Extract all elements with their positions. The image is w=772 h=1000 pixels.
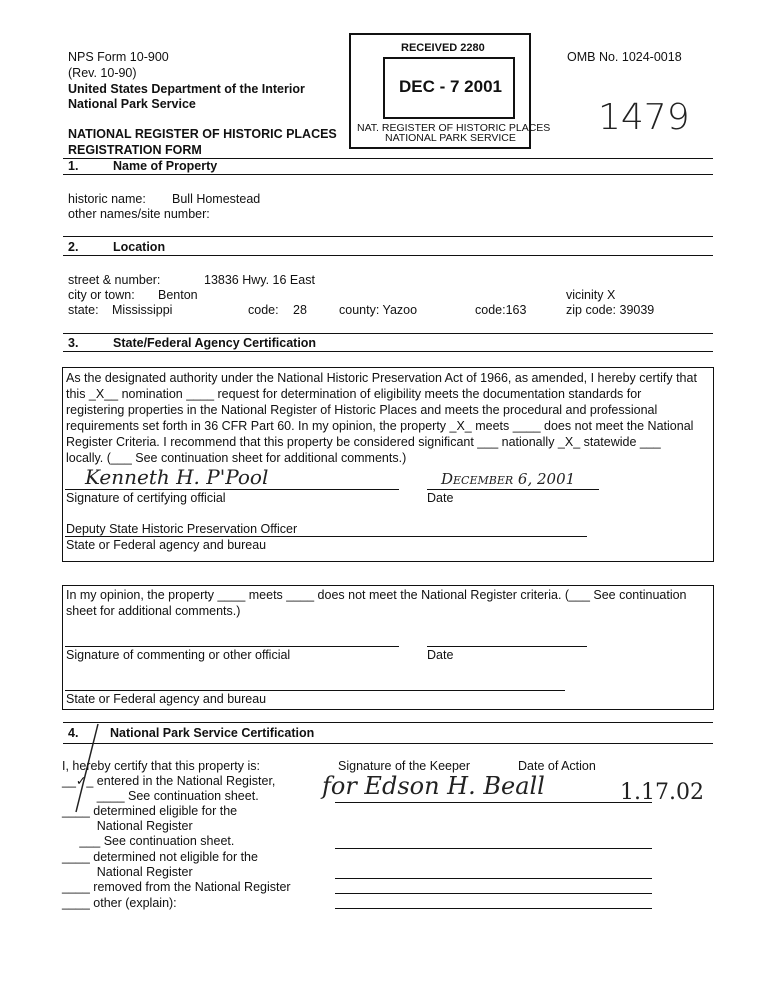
agency-label: State or Federal agency and bureau [66, 538, 267, 552]
section-2-number: 2. [68, 240, 79, 254]
status-option: ____ See continuation sheet. [62, 789, 259, 803]
stamp-line2: NATIONAL PARK SERVICE [385, 132, 516, 144]
state-code-value: 28 [293, 303, 307, 317]
commenting-signature-label: Signature of commenting or other official [66, 648, 291, 662]
form-revision: (Rev. 10-90) [68, 66, 137, 80]
certifying-date: December 6, 2001 [441, 470, 576, 488]
section-4-number: 4. [68, 726, 79, 740]
status-option: ____ determined not eligible for the [62, 850, 258, 864]
cert-line: Register Criteria. I recommend that this property be considered significant ___ nationally _X_ statewide ___ [66, 435, 661, 449]
section-1-title: Name of Property [113, 159, 218, 173]
cert-line: locally. (___ See continuation sheet for additional comments.) [66, 451, 407, 465]
status-option: __✓_ entered in the National Register, [62, 774, 276, 788]
cert-line: registering properties in the National Register of Historic Places and meets the procedural and professional [66, 403, 658, 417]
county-code: code:163 [475, 303, 527, 317]
historic-name-label: historic name: [68, 192, 146, 206]
historic-name-value: Bull Homestead [172, 192, 261, 206]
cert-line: this _X__ nomination ____ request for determination of eligibility meets the documentation standards for [66, 387, 642, 401]
zip-code: zip code: 39039 [566, 303, 655, 317]
action-date: 1.17.02 [620, 780, 704, 805]
street-value: 13836 Hwy. 16 East [204, 273, 315, 287]
comment-agency-label: State or Federal agency and bureau [66, 692, 267, 706]
status-option: National Register [62, 819, 193, 833]
stamp-received: RECEIVED 2280 [401, 42, 485, 54]
vicinity: vicinity X [566, 288, 616, 302]
cert-line: requirements set forth in 36 CFR Part 60. In my opinion, the property _X_ meets ____ does not meet the National [66, 419, 694, 433]
form-subtitle: REGISTRATION FORM [68, 143, 202, 157]
form-number: NPS Form 10-900 [68, 50, 169, 64]
certification-box [62, 367, 714, 562]
date-of-action-label: Date of Action [518, 759, 596, 773]
keeper-signature-label: Signature of the Keeper [338, 759, 471, 773]
received-stamp [349, 33, 551, 149]
status-option: ___ See continuation sheet. [62, 834, 235, 848]
street-label: street & number: [68, 273, 161, 287]
form-title: NATIONAL REGISTER OF HISTORIC PLACES [68, 127, 337, 141]
status-option: ____ determined eligible for the [62, 804, 238, 818]
status-option: ____ other (explain): [62, 896, 177, 910]
city-value: Benton [158, 288, 198, 302]
section-4-title: National Park Service Certification [110, 726, 315, 740]
keeper-intro: I, hereby certify that this property is: [62, 759, 260, 773]
state-code-label: code: [248, 303, 279, 317]
stamp-line1: NAT. REGISTER OF HISTORIC PLACES [357, 122, 551, 134]
department: United States Department of the Interior [68, 82, 305, 96]
certifying-date-label: Date [427, 491, 454, 505]
state-value: Mississippi [112, 303, 173, 317]
cert-line: As the designated authority under the National Historic Preservation Act of 1966, as amended, I hereby certify that [66, 371, 697, 385]
comment-box [62, 585, 714, 710]
section-2-title: Location [113, 240, 166, 254]
status-option: National Register [62, 865, 193, 879]
keeper-signature: for Edson H. Beall [322, 772, 545, 800]
county: county: Yazoo [339, 303, 418, 317]
section-3-number: 3. [68, 336, 79, 350]
comment-line: sheet for additional comments.) [66, 604, 241, 618]
comment-line: In my opinion, the property ____ meets ____ does not meet the National Register criteria. (___ See continuation [66, 588, 687, 602]
other-names-label: other names/site number: [68, 207, 210, 221]
certifying-signature-label: Signature of certifying official [66, 491, 226, 505]
service: National Park Service [68, 97, 196, 111]
omb-number: OMB No. 1024-0018 [567, 50, 682, 64]
city-label: city or town: [68, 288, 135, 302]
handwritten-number: 1479 [598, 97, 690, 138]
commenting-date-label: Date [427, 648, 454, 662]
status-option: ____ removed from the National Register [62, 880, 291, 894]
official-title: Deputy State Historic Preservation Officer [66, 522, 298, 536]
section-3-title: State/Federal Agency Certification [113, 336, 317, 350]
state-label: state: [68, 303, 99, 317]
certifying-signature: Kenneth H. P'Pool [85, 465, 269, 489]
section-1-number: 1. [68, 159, 79, 173]
stamp-date: DEC - 7 2001 [399, 77, 502, 96]
